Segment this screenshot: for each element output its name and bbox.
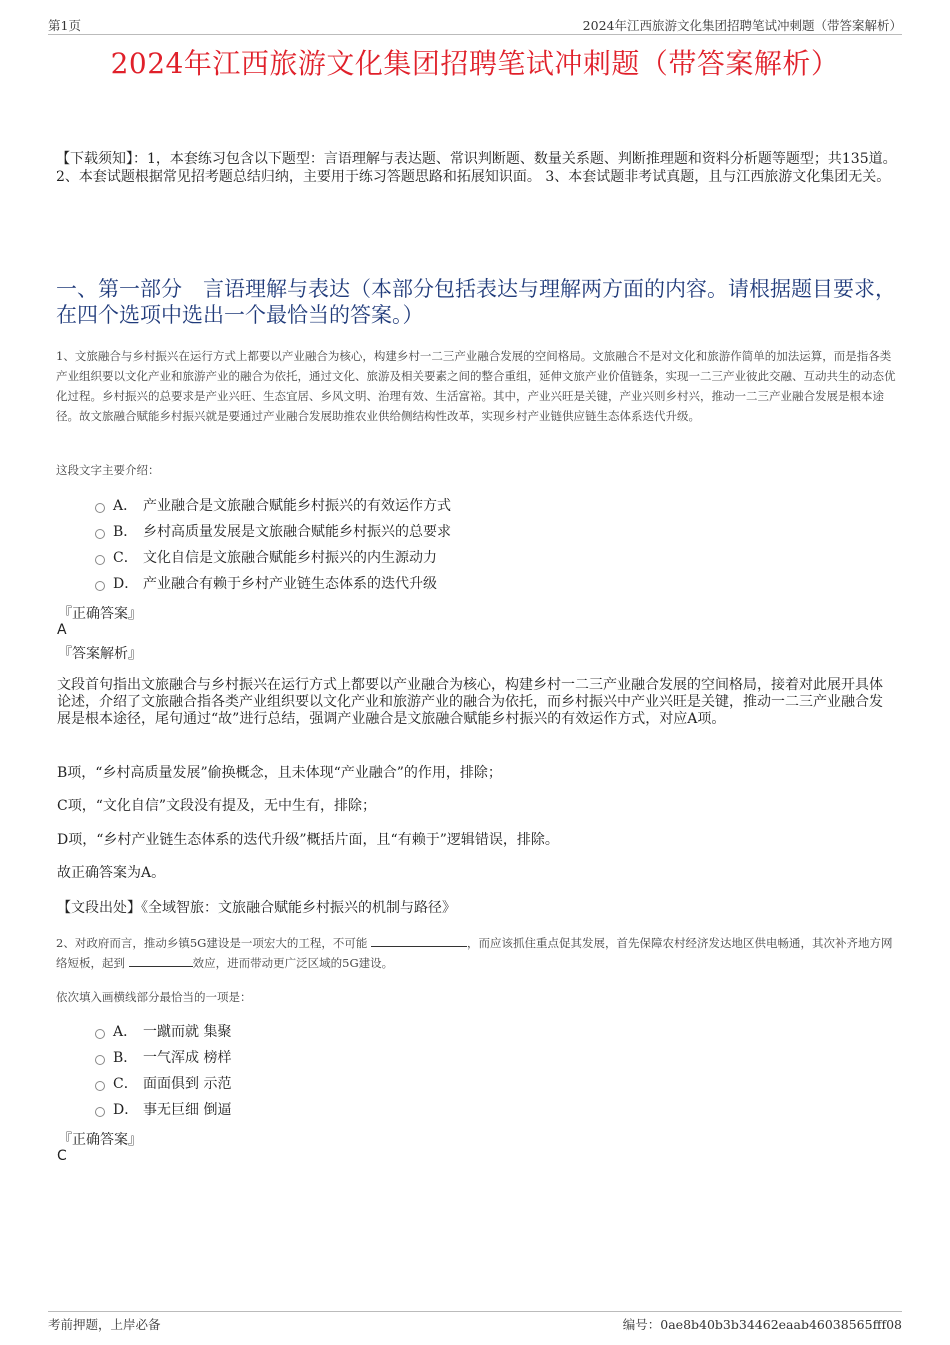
header-doc-title: 2024年江西旅游文化集团招聘笔试冲刺题（带答案解析） [582, 18, 902, 33]
answer-label: 『正确答案』 [58, 606, 142, 622]
page-number: 第1页 [48, 18, 81, 33]
radio-icon[interactable] [95, 1029, 105, 1039]
option-c[interactable]: C． 文化自信是文旅融合赋能乡村振兴的内生源动力 [95, 545, 451, 571]
question-1-options [95, 493, 451, 597]
radio-icon[interactable] [95, 1107, 105, 1117]
footer-doc-id: 编号：0ae8b40b3b34462eaab46038565fff08 [622, 1317, 902, 1332]
answer-label: 『正确答案』 [58, 1132, 142, 1148]
question-2-text: 2、对政府而言，推动乡镇5G建设是一项宏大的工程，不可能 ，而应该抓住重点促其发展，首先保障农村经济发达地区供电畅通，其次补齐地方网络短板，起到 效应，进而带动更广泛区域的5G建设。 [56, 936, 893, 970]
question-1-prompt: 这段文字主要介绍： [56, 463, 160, 477]
text-source: 【文段出处】《全域智旅：文旅融合赋能乡村振兴的机制与路径》 [57, 900, 456, 916]
option-d[interactable]: D． 产业融合有赖于乡村产业链生态体系的迭代升级 [95, 571, 451, 597]
analysis-option-b: B项，“乡村高质量发展”偷换概念，且未体现“产业融合”的作用，排除； [57, 765, 502, 781]
radio-icon[interactable] [95, 503, 105, 513]
option-d[interactable]: D． 事无巨细 倒逼 [95, 1097, 231, 1123]
footer-slogan: 考前押题，上岸必备 [48, 1317, 161, 1332]
option-a[interactable]: A． 一蹴而就 集聚 [95, 1019, 231, 1045]
correct-answer: C [57, 1148, 67, 1164]
radio-icon[interactable] [95, 529, 105, 539]
fill-blank-2[interactable] [129, 954, 193, 967]
option-c[interactable]: C． 面面俱到 示范 [95, 1071, 231, 1097]
radio-icon[interactable] [95, 581, 105, 591]
correct-answer: A [57, 622, 67, 638]
analysis-option-d: D项，“乡村产业链生态体系的迭代升级”概括片面，且“有赖于”逻辑错误，排除。 [57, 832, 559, 848]
analysis-option-c: C项，“文化自信”文段没有提及，无中生有，排除； [57, 798, 377, 814]
radio-icon[interactable] [95, 1081, 105, 1091]
section-heading: 一、第一部分 言语理解与表达（本部分包括表达与理解两方面的内容。请根据题目要求，在四个选项中选出一个最恰当的答案。） [56, 277, 896, 327]
option-a[interactable]: A． 产业融合是文旅融合赋能乡村振兴的有效运作方式 [95, 493, 451, 519]
document-title: 2024年江西旅游文化集团招聘笔试冲刺题（带答案解析） [110, 47, 840, 80]
radio-icon[interactable] [95, 555, 105, 565]
question-2-prompt: 依次填入画横线部分最恰当的一项是： [56, 990, 252, 1004]
question-1-text: 1、文旅融合与乡村振兴在运行方式上都要以产业融合为核心，构建乡村一二三产业融合发展的空间格局。文旅融合不是对文化和旅游作简单的加法运算，而是指各类产业组织要以文化产业和旅游产业的融合为依托，通过文化、旅游及相关要素之间的整合重组，延伸文旅产业价值链条，实现一二三产业彼此交融、互动共生的动态优化过程。乡村振兴的总要求是产业兴旺、生态宜居、乡风文明、治理有效、生活富裕。其中，产业兴旺是关键，产业兴则乡村兴，推动一二三产业融合发展是根本途径。故文旅融合赋能乡村振兴就是要通过产业融合发展助推农业供给侧结构性改革，实现乡村产业链供应链生态体系迭代升级。 [56, 349, 896, 423]
option-b[interactable]: B． 乡村高质量发展是文旅融合赋能乡村振兴的总要求 [95, 519, 451, 545]
analysis-paragraph: 文段首句指出文旅融合与乡村振兴在运行方式上都要以产业融合为核心，构建乡村一二三产业融合发展的空间格局，接着对此展开具体论述，介绍了文旅融合指各类产业组织要以文化产业和旅游产业的融合为依托，而乡村振兴中产业兴旺是关键，推动一二三产业融合发展是根本途径，尾句通过“故”进行总结，强调产业融合是文旅融合赋能乡村振兴的有效运作方式，对应A项。 [57, 677, 883, 727]
fill-blank-1[interactable] [371, 934, 467, 947]
download-notice: 【下载须知】：1，本套练习包含以下题型：言语理解与表达题、常识判断题、数量关系题、判断推理题和资料分析题等题型；共135道。 2、本套试题根据常见招考题总结归纳，主要用于练习答题思路和拓展知识面。 3、本套试题非考试真题，且与江西旅游文化集团无关。 [56, 151, 897, 185]
analysis-conclusion: 故正确答案为A。 [57, 865, 166, 881]
radio-icon[interactable] [95, 1055, 105, 1065]
page-header [48, 16, 902, 35]
page-footer [48, 1311, 902, 1335]
analysis-label: 『答案解析』 [58, 646, 142, 662]
option-b[interactable]: B． 一气浑成 榜样 [95, 1045, 231, 1071]
question-2-options [95, 1019, 231, 1123]
